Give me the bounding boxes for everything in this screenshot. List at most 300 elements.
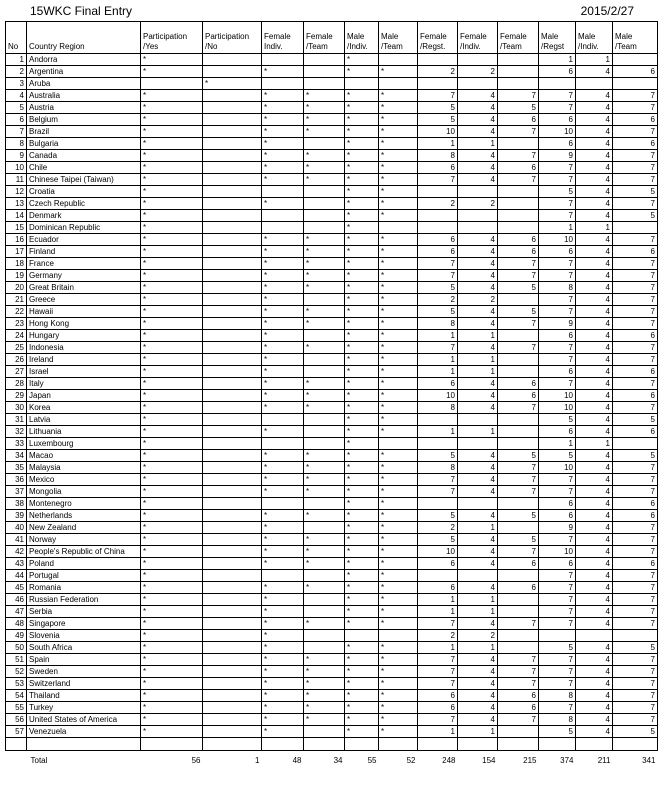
cell-male-team: *	[379, 294, 418, 306]
cell-female-indiv: *	[262, 618, 304, 630]
cell-participation-no	[203, 522, 262, 534]
cell-female-team: *	[304, 114, 345, 126]
row-no: 14	[6, 210, 27, 222]
cell-female-indiv: *	[262, 510, 304, 522]
spacer-cell	[576, 738, 613, 751]
row-country: Portugal	[27, 570, 141, 582]
cell-male-indiv: *	[345, 438, 379, 450]
cell-male-regst-count: 7	[539, 342, 576, 354]
cell-female-regst-count: 1	[418, 594, 458, 606]
cell-male-indiv: *	[345, 618, 379, 630]
cell-female-team-count	[498, 522, 539, 534]
cell-female-team-count	[498, 138, 539, 150]
cell-male-regst-count: 10	[539, 462, 576, 474]
table-row	[6, 198, 658, 210]
cell-female-regst-count: 5	[418, 282, 458, 294]
cell-female-indiv-count: 4	[458, 318, 498, 330]
table-row	[6, 90, 658, 102]
cell-female-team: *	[304, 666, 345, 678]
cell-female-indiv-count: 4	[458, 402, 498, 414]
cell-female-team: *	[304, 678, 345, 690]
cell-male-team: *	[379, 330, 418, 342]
cell-female-regst-count: 6	[418, 234, 458, 246]
cell-male-team-count: 7	[613, 702, 658, 714]
cell-female-indiv-count: 4	[458, 270, 498, 282]
cell-female-regst-count: 1	[418, 426, 458, 438]
cell-male-indiv: *	[345, 402, 379, 414]
cell-male-team: *	[379, 378, 418, 390]
spacer-cell	[203, 738, 262, 751]
spacer-cell	[539, 738, 576, 751]
table-row	[6, 666, 658, 678]
cell-male-regst-count: 10	[539, 234, 576, 246]
table-row	[6, 270, 658, 282]
cell-male-regst-count: 7	[539, 162, 576, 174]
cell-male-indiv: *	[345, 462, 379, 474]
cell-female-indiv-count	[458, 54, 498, 66]
cell-female-team-count: 7	[498, 342, 539, 354]
cell-male-team: *	[379, 678, 418, 690]
cell-female-team-count	[498, 414, 539, 426]
cell-female-indiv-count: 4	[458, 90, 498, 102]
cell-female-regst-count: 8	[418, 150, 458, 162]
row-no: 2	[6, 66, 27, 78]
header-female-team-count: Female /Team	[498, 22, 539, 54]
cell-male-team: *	[379, 654, 418, 666]
row-country: Dominican Republic	[27, 222, 141, 234]
cell-participation-yes: *	[141, 150, 203, 162]
cell-male-regst-count: 1	[539, 222, 576, 234]
row-country: Austria	[27, 102, 141, 114]
table-row	[6, 378, 658, 390]
cell-male-indiv-count: 4	[576, 114, 613, 126]
cell-female-indiv: *	[262, 678, 304, 690]
table-row	[6, 234, 658, 246]
cell-female-regst-count: 8	[418, 402, 458, 414]
cell-participation-yes: *	[141, 126, 203, 138]
cell-female-team-count	[498, 606, 539, 618]
cell-male-team: *	[379, 486, 418, 498]
cell-female-indiv	[262, 210, 304, 222]
cell-male-regst-count: 7	[539, 174, 576, 186]
cell-female-indiv-count: 4	[458, 378, 498, 390]
cell-female-team: *	[304, 342, 345, 354]
cell-participation-no	[203, 186, 262, 198]
row-no: 47	[6, 606, 27, 618]
cell-female-regst-count: 7	[418, 258, 458, 270]
cell-male-team: *	[379, 210, 418, 222]
cell-female-regst-count: 1	[418, 726, 458, 738]
cell-participation-yes: *	[141, 402, 203, 414]
cell-female-indiv: *	[262, 294, 304, 306]
cell-male-regst-count: 5	[539, 414, 576, 426]
cell-male-team-count: 7	[613, 666, 658, 678]
cell-male-team: *	[379, 702, 418, 714]
cell-male-indiv-count: 4	[576, 270, 613, 282]
row-no: 35	[6, 462, 27, 474]
cell-participation-no	[203, 258, 262, 270]
cell-male-indiv-count: 4	[576, 234, 613, 246]
cell-male-indiv-count: 4	[576, 282, 613, 294]
cell-male-regst-count: 10	[539, 546, 576, 558]
cell-male-regst-count: 8	[539, 282, 576, 294]
cell-female-indiv-count: 4	[458, 246, 498, 258]
cell-participation-no	[203, 378, 262, 390]
cell-male-team: *	[379, 498, 418, 510]
cell-female-team-count	[498, 726, 539, 738]
cell-male-team: *	[379, 642, 418, 654]
cell-female-indiv: *	[262, 378, 304, 390]
table-body	[6, 54, 658, 767]
cell-participation-no	[203, 546, 262, 558]
cell-participation-yes: *	[141, 342, 203, 354]
cell-female-regst-count: 7	[418, 618, 458, 630]
row-country: People's Republic of China	[27, 546, 141, 558]
cell-female-indiv: *	[262, 234, 304, 246]
cell-participation-yes: *	[141, 234, 203, 246]
cell-female-regst-count: 5	[418, 306, 458, 318]
cell-participation-no	[203, 174, 262, 186]
cell-female-team: *	[304, 474, 345, 486]
cell-female-indiv: *	[262, 534, 304, 546]
cell-male-indiv-count: 4	[576, 66, 613, 78]
total-male-team-count: 341	[613, 751, 658, 767]
cell-participation-yes: *	[141, 546, 203, 558]
cell-female-indiv: *	[262, 486, 304, 498]
row-country: Ecuador	[27, 234, 141, 246]
table-row	[6, 78, 658, 90]
table-row	[6, 114, 658, 126]
row-country: Switzerland	[27, 678, 141, 690]
cell-male-indiv: *	[345, 222, 379, 234]
cell-participation-no	[203, 414, 262, 426]
cell-male-indiv-count: 4	[576, 246, 613, 258]
cell-female-regst-count: 6	[418, 702, 458, 714]
cell-male-team-count: 7	[613, 546, 658, 558]
cell-female-indiv-count: 2	[458, 198, 498, 210]
row-no: 54	[6, 690, 27, 702]
cell-male-team: *	[379, 714, 418, 726]
cell-male-team-count: 7	[613, 714, 658, 726]
row-country: Bulgaria	[27, 138, 141, 150]
table-row	[6, 258, 658, 270]
cell-male-team-count: 6	[613, 138, 658, 150]
cell-female-indiv-count: 4	[458, 582, 498, 594]
row-country: Singapore	[27, 618, 141, 630]
cell-male-indiv-count: 1	[576, 54, 613, 66]
cell-female-team-count: 7	[498, 318, 539, 330]
cell-male-indiv: *	[345, 258, 379, 270]
header-female-team: Female /Team	[304, 22, 345, 54]
cell-participation-no	[203, 426, 262, 438]
cell-male-team: *	[379, 474, 418, 486]
table-row	[6, 498, 658, 510]
cell-participation-yes: *	[141, 258, 203, 270]
cell-male-team-count: 6	[613, 390, 658, 402]
total-participation-no: 1	[203, 751, 262, 767]
cell-female-indiv-count: 4	[458, 618, 498, 630]
cell-male-team-count: 7	[613, 582, 658, 594]
total-female-team: 34	[304, 751, 345, 767]
document-date: 2015/2/27	[580, 4, 634, 18]
cell-participation-no	[203, 666, 262, 678]
cell-female-indiv-count	[458, 570, 498, 582]
cell-female-team-count: 7	[498, 174, 539, 186]
cell-female-team: *	[304, 462, 345, 474]
cell-male-indiv: *	[345, 66, 379, 78]
cell-female-indiv-count: 1	[458, 138, 498, 150]
row-no: 26	[6, 354, 27, 366]
header-no: No	[6, 22, 27, 54]
cell-participation-yes: *	[141, 294, 203, 306]
spacer-cell	[262, 738, 304, 751]
cell-female-indiv: *	[262, 714, 304, 726]
total-participation-yes: 56	[141, 751, 203, 767]
table-row	[6, 102, 658, 114]
cell-female-indiv: *	[262, 426, 304, 438]
cell-male-indiv: *	[345, 126, 379, 138]
cell-male-team-count	[613, 54, 658, 66]
cell-male-indiv: *	[345, 270, 379, 282]
cell-male-indiv-count: 4	[576, 258, 613, 270]
cell-female-regst-count: 7	[418, 666, 458, 678]
cell-female-team-count: 6	[498, 582, 539, 594]
cell-male-indiv: *	[345, 102, 379, 114]
row-country: Mexico	[27, 474, 141, 486]
row-country: France	[27, 258, 141, 270]
cell-female-indiv-count: 1	[458, 594, 498, 606]
row-no: 9	[6, 150, 27, 162]
table-row	[6, 594, 658, 606]
total-male-regst: 374	[539, 751, 576, 767]
cell-female-team: *	[304, 714, 345, 726]
cell-female-regst-count: 8	[418, 318, 458, 330]
cell-female-indiv-count: 4	[458, 174, 498, 186]
cell-participation-no	[203, 342, 262, 354]
cell-female-regst-count	[418, 414, 458, 426]
table-row	[6, 642, 658, 654]
cell-female-regst-count: 7	[418, 90, 458, 102]
cell-female-indiv: *	[262, 390, 304, 402]
cell-male-team: *	[379, 414, 418, 426]
cell-male-indiv-count: 4	[576, 354, 613, 366]
row-no: 5	[6, 102, 27, 114]
table-row	[6, 414, 658, 426]
cell-participation-no	[203, 222, 262, 234]
cell-female-team: *	[304, 390, 345, 402]
cell-male-indiv: *	[345, 474, 379, 486]
cell-male-team-count: 7	[613, 594, 658, 606]
row-country: Finland	[27, 246, 141, 258]
cell-female-regst-count: 7	[418, 270, 458, 282]
header-female-indiv: Female Indiv.	[262, 22, 304, 54]
table-row	[6, 354, 658, 366]
cell-female-regst-count: 5	[418, 450, 458, 462]
cell-female-indiv-count: 4	[458, 714, 498, 726]
cell-female-indiv-count: 1	[458, 522, 498, 534]
cell-male-team-count: 7	[613, 234, 658, 246]
cell-male-indiv: *	[345, 138, 379, 150]
cell-male-regst-count: 7	[539, 618, 576, 630]
cell-female-team-count: 7	[498, 126, 539, 138]
cell-male-indiv-count: 4	[576, 714, 613, 726]
cell-male-regst-count: 7	[539, 702, 576, 714]
cell-participation-yes: *	[141, 162, 203, 174]
cell-participation-no	[203, 690, 262, 702]
row-no: 22	[6, 306, 27, 318]
table-row	[6, 726, 658, 738]
cell-male-indiv-count: 4	[576, 690, 613, 702]
cell-participation-yes: *	[141, 270, 203, 282]
row-country: Malaysia	[27, 462, 141, 474]
spacer-cell	[379, 738, 418, 751]
row-no: 44	[6, 570, 27, 582]
cell-female-indiv: *	[262, 462, 304, 474]
spacer-cell	[6, 738, 27, 751]
cell-participation-no	[203, 306, 262, 318]
row-no: 18	[6, 258, 27, 270]
cell-female-team-count	[498, 186, 539, 198]
cell-female-team-count: 7	[498, 462, 539, 474]
cell-male-indiv-count: 4	[576, 414, 613, 426]
document-title: 15WKC Final Entry	[30, 4, 133, 18]
cell-participation-no	[203, 54, 262, 66]
cell-male-indiv-count: 4	[576, 474, 613, 486]
cell-male-regst-count: 7	[539, 90, 576, 102]
cell-female-team	[304, 210, 345, 222]
cell-female-indiv: *	[262, 306, 304, 318]
cell-participation-yes: *	[141, 210, 203, 222]
cell-participation-no	[203, 438, 262, 450]
cell-female-team-count: 7	[498, 678, 539, 690]
cell-female-team-count: 7	[498, 474, 539, 486]
cell-female-team	[304, 642, 345, 654]
cell-male-indiv: *	[345, 510, 379, 522]
cell-male-team: *	[379, 198, 418, 210]
cell-male-team: *	[379, 354, 418, 366]
row-no: 49	[6, 630, 27, 642]
row-country: Chinese Taipei (Taiwan)	[27, 174, 141, 186]
table-row	[6, 510, 658, 522]
cell-female-indiv-count: 4	[458, 462, 498, 474]
cell-male-team-count: 6	[613, 558, 658, 570]
cell-male-indiv: *	[345, 594, 379, 606]
cell-female-indiv-count: 2	[458, 630, 498, 642]
cell-participation-no	[203, 162, 262, 174]
cell-female-regst-count	[418, 570, 458, 582]
cell-male-indiv-count: 4	[576, 306, 613, 318]
cell-female-regst-count: 7	[418, 174, 458, 186]
cell-male-indiv-count: 4	[576, 522, 613, 534]
cell-female-indiv: *	[262, 582, 304, 594]
row-no: 55	[6, 702, 27, 714]
cell-participation-no	[203, 570, 262, 582]
cell-female-team-count	[498, 330, 539, 342]
cell-female-team-count: 6	[498, 702, 539, 714]
row-no: 56	[6, 714, 27, 726]
spacer-cell	[613, 738, 658, 751]
cell-male-team-count: 5	[613, 186, 658, 198]
cell-male-regst-count: 10	[539, 402, 576, 414]
cell-male-team	[379, 630, 418, 642]
cell-female-indiv: *	[262, 666, 304, 678]
cell-female-team: *	[304, 378, 345, 390]
cell-female-team: *	[304, 102, 345, 114]
cell-male-indiv-count: 4	[576, 126, 613, 138]
table-row	[6, 246, 658, 258]
spacer-cell	[304, 738, 345, 751]
cell-male-team-count: 7	[613, 126, 658, 138]
cell-male-regst-count: 5	[539, 186, 576, 198]
cell-male-regst-count: 7	[539, 294, 576, 306]
cell-male-team-count: 7	[613, 318, 658, 330]
cell-female-indiv: *	[262, 522, 304, 534]
cell-female-team-count: 6	[498, 234, 539, 246]
cell-female-team	[304, 198, 345, 210]
cell-male-team-count: 7	[613, 162, 658, 174]
row-no: 40	[6, 522, 27, 534]
cell-male-indiv: *	[345, 678, 379, 690]
cell-male-indiv: *	[345, 174, 379, 186]
row-country: Russian Federation	[27, 594, 141, 606]
cell-male-indiv: *	[345, 198, 379, 210]
cell-male-indiv: *	[345, 342, 379, 354]
cell-male-team-count: 7	[613, 690, 658, 702]
cell-male-indiv-count: 4	[576, 534, 613, 546]
cell-female-team-count	[498, 210, 539, 222]
cell-participation-yes: *	[141, 462, 203, 474]
cell-female-team-count: 7	[498, 546, 539, 558]
cell-female-team	[304, 438, 345, 450]
cell-female-team	[304, 186, 345, 198]
cell-male-team-count: 5	[613, 642, 658, 654]
cell-male-team-count: 6	[613, 66, 658, 78]
spacer-cell	[141, 738, 203, 751]
cell-female-indiv-count: 4	[458, 162, 498, 174]
cell-male-indiv-count: 4	[576, 510, 613, 522]
cell-female-regst-count	[418, 210, 458, 222]
cell-male-regst-count: 7	[539, 570, 576, 582]
cell-female-team	[304, 630, 345, 642]
cell-male-indiv: *	[345, 702, 379, 714]
cell-male-team: *	[379, 306, 418, 318]
cell-male-regst-count: 6	[539, 558, 576, 570]
cell-female-regst-count: 10	[418, 390, 458, 402]
row-country: Slovenia	[27, 630, 141, 642]
cell-male-team: *	[379, 138, 418, 150]
row-no: 43	[6, 558, 27, 570]
cell-female-team-count	[498, 594, 539, 606]
cell-male-team-count: 7	[613, 198, 658, 210]
table-row	[6, 222, 658, 234]
cell-female-regst-count	[418, 498, 458, 510]
cell-male-team-count: 5	[613, 414, 658, 426]
cell-female-team: *	[304, 402, 345, 414]
cell-male-indiv-count	[576, 630, 613, 642]
cell-male-team: *	[379, 450, 418, 462]
cell-participation-yes: *	[141, 570, 203, 582]
cell-female-indiv: *	[262, 318, 304, 330]
header-row	[6, 22, 658, 54]
cell-female-indiv-count: 4	[458, 546, 498, 558]
cell-participation-no	[203, 654, 262, 666]
cell-female-team-count: 6	[498, 390, 539, 402]
row-no: 29	[6, 390, 27, 402]
cell-female-indiv-count: 4	[458, 258, 498, 270]
cell-male-indiv: *	[345, 90, 379, 102]
cell-female-indiv-count: 1	[458, 642, 498, 654]
cell-female-indiv: *	[262, 282, 304, 294]
